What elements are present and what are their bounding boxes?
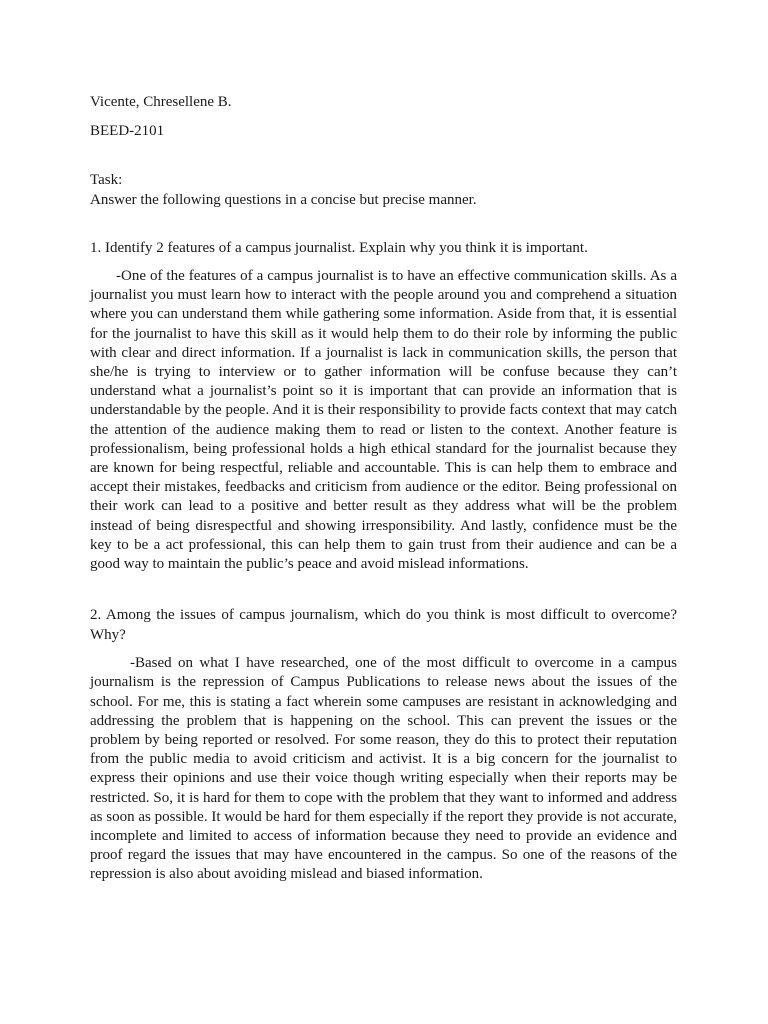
question-2: 2. Among the issues of campus journalism, which do you think is most difficult to overcome? Why? <box>90 607 677 644</box>
document-page <box>90 92 677 885</box>
question-1: 1. Identify 2 features of a campus journalist. Explain why you think it is important. <box>90 240 588 256</box>
course-section: BEED-2101 <box>90 123 165 139</box>
task-instruction: Answer the following questions in a concise but precise manner. <box>90 192 477 208</box>
answer-2: -Based on what I have researched, one of the most difficult to overcome in a campus journalism is the repression of Campus Publications to release news about the issues of the school. For me, this is stating a fact wherein some campuses are resistant in acknowledging and addressing the problem that is happening on the school. This can prevent the issues or the problem by being reported or resolved. For some reason, they do this to protect their reputation from the public media to avoid criticism and activist. It is a big concern for the journalist to express their opinions and use their voice though writing especially when their reports may be restricted. So, it is hard for them to cope with the problem that they want to informed and address as soon as possible. It would be hard for them especially if the report they provide is not accurate, incomplete and limited to access of information because they need to provide an evidence and proof regard the issues that may have encountered in the campus. So one of the reasons of the repression is also about avoiding mislead and biased information. <box>90 655 677 883</box>
student-name: Vicente, Chresellene B. <box>90 94 232 110</box>
task-label: Task: <box>90 172 123 188</box>
answer-1: -One of the features of a campus journalist is to have an effective communication skills. As a journalist you must learn how to interact with the people around you and comprehend a situation where you can understand them while gathering some information. Aside from that, it is essential for the journalist to have this skill as it would help them to do their role by informing the public with clear and direct information. If a journalist is lack in communication skills, the person that she/he is trying to interview or to gather information will be confuse because they can’t understand what a journalist’s point so it is important that can provide an information that is understandable by the people. And it is their responsibility to provide facts context that may catch the attention of the audience making them to read or listen to the context. Another feature is professionalism, being professional holds a high ethical standard for the journalist because they are known for being respectful, reliable and accountable. This is can help them to embrace and accept their mistakes, feedbacks and criticism from audience or the editor. Being professional on their work can lead to a positive and better result as they address what will be the problem instead of being disrespectful and showing irresponsibility. And lastly, confidence must be the key to be a act professional, this can help them to gain trust from their audience and can be a good way to maintain the public’s peace and avoid mislead informations. <box>90 268 677 573</box>
